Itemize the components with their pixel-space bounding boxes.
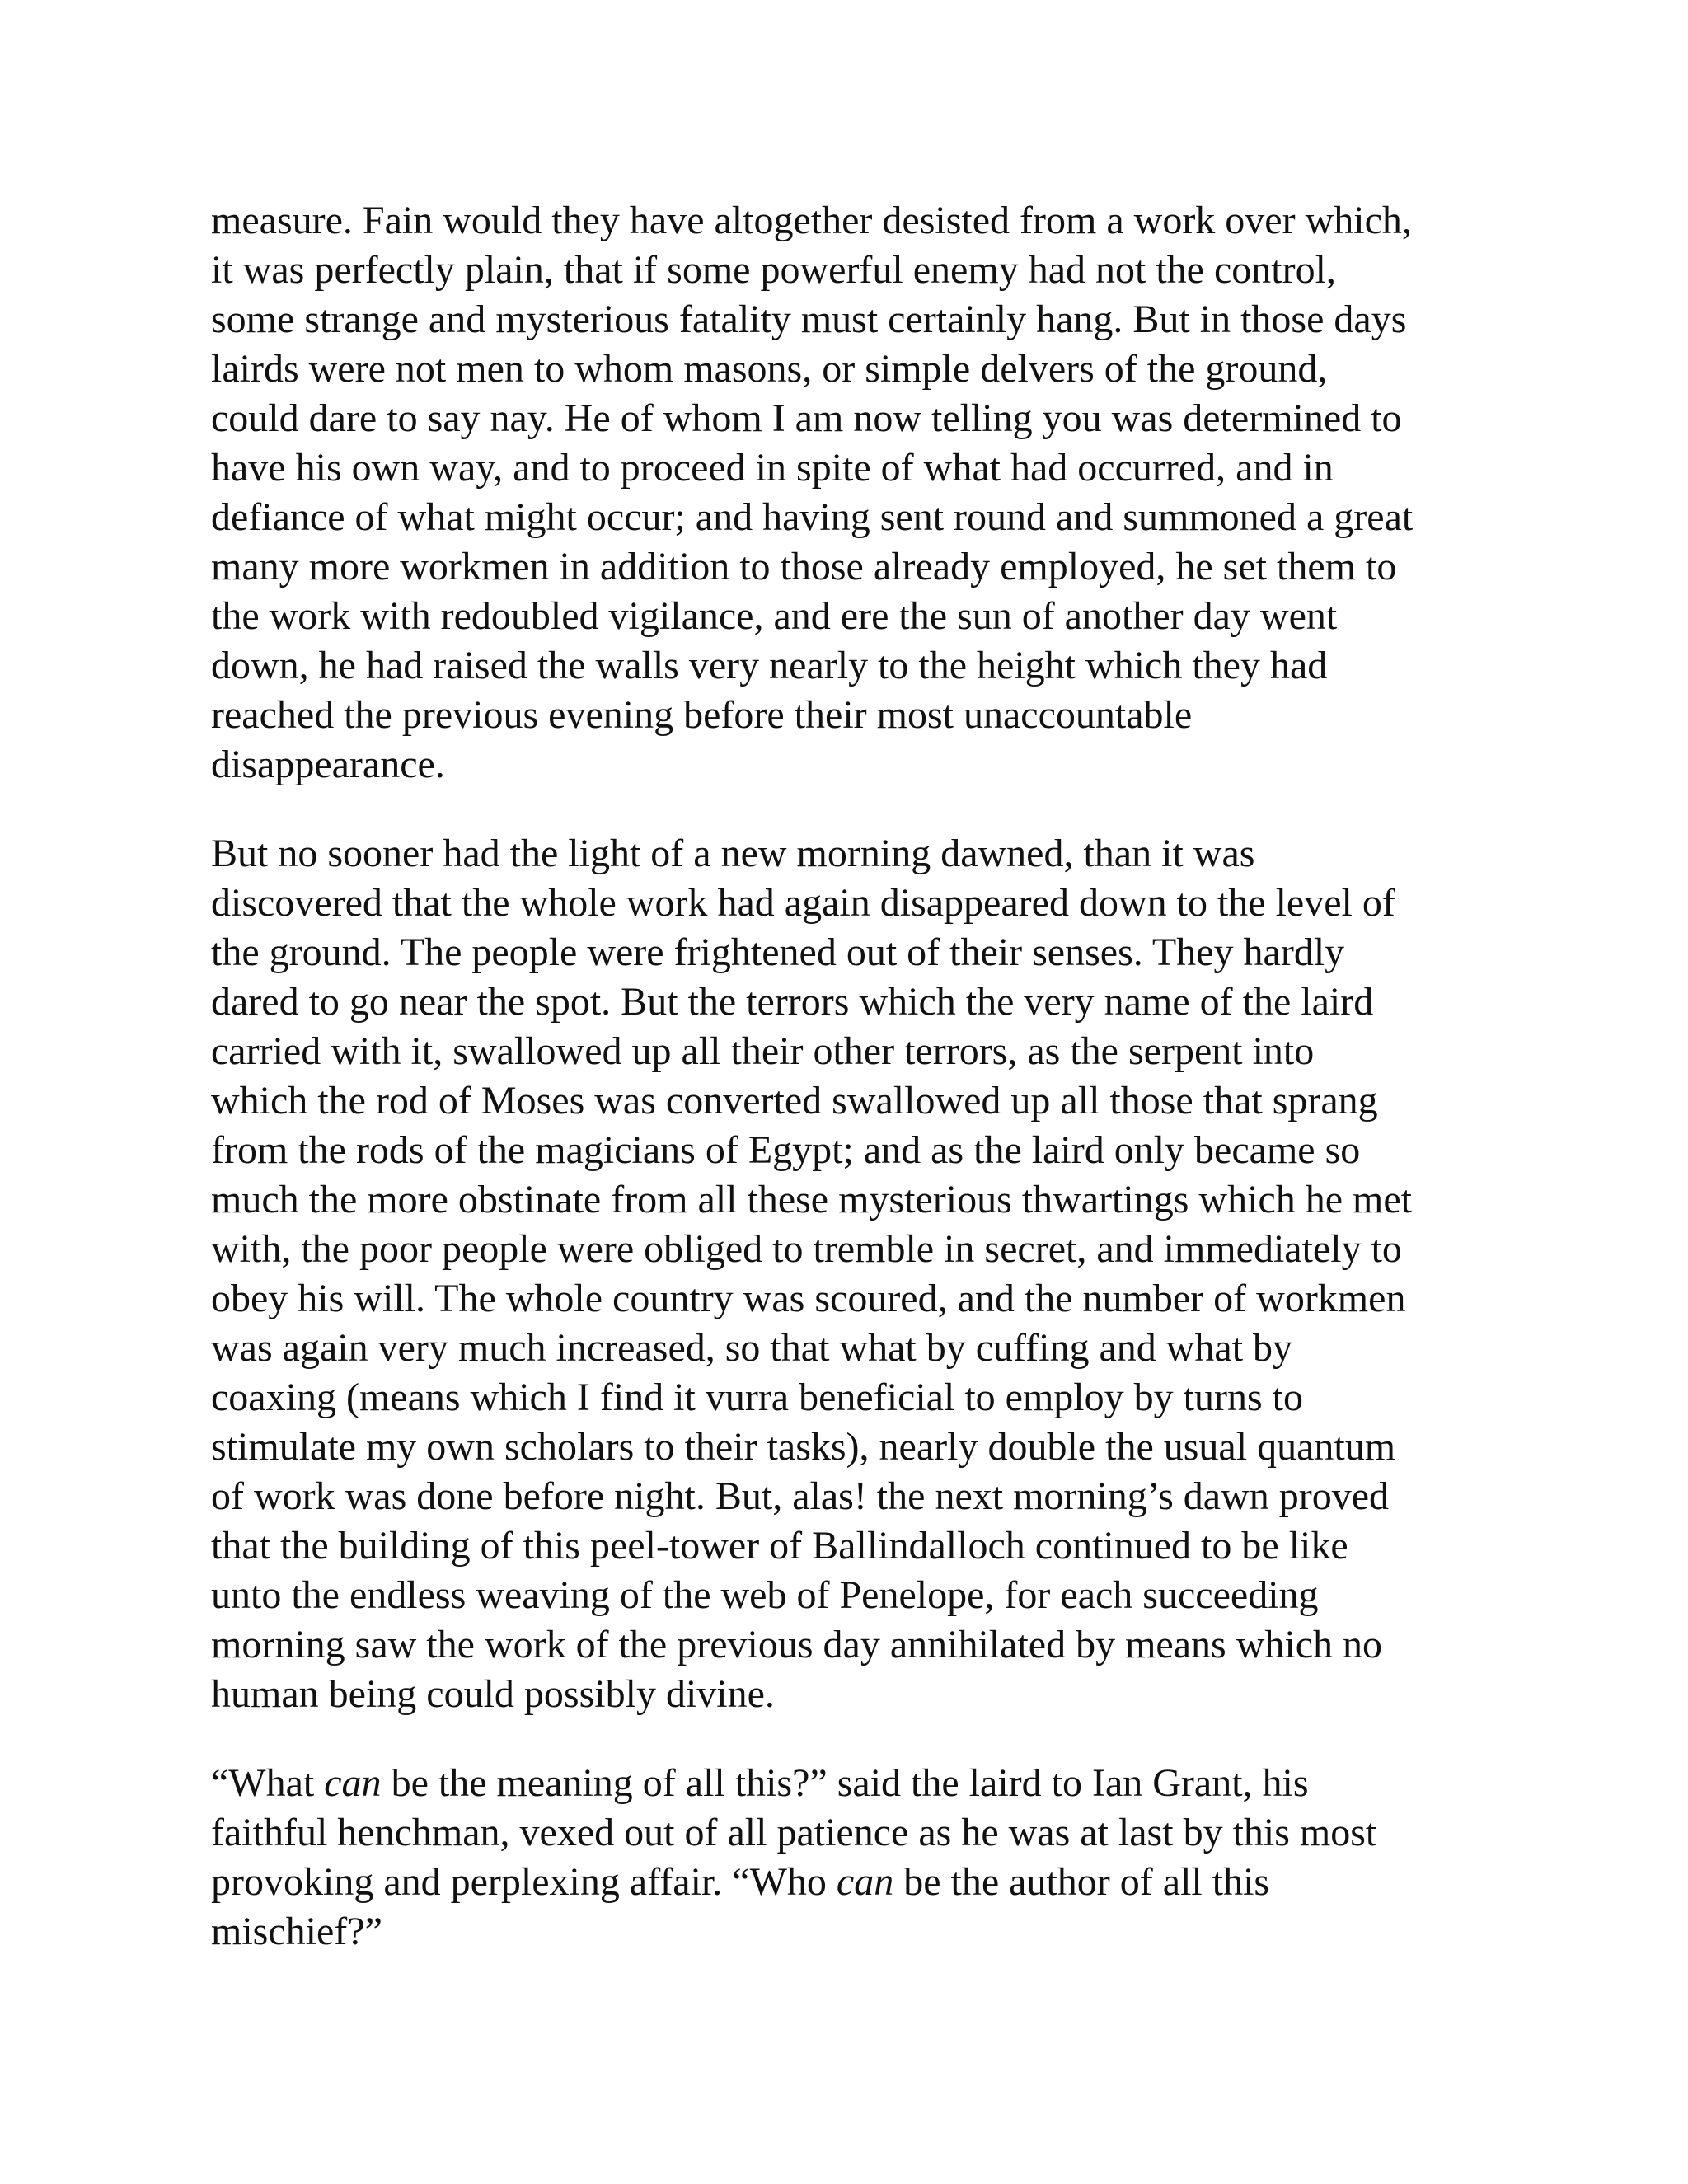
text-line: mischief?” — [211, 1910, 382, 1953]
text-run: be the meaning of all this?” said the laird to Ian Grant, his — [381, 1761, 1309, 1805]
text-line: disappearance. — [211, 743, 445, 786]
text-line: human being could possibly divine. — [211, 1672, 775, 1716]
text-line: defiance of what might occur; and having sent round and summoned a great — [211, 495, 1414, 539]
text-line: the work with redoubled vigilance, and ere the sun of another day went — [211, 594, 1338, 638]
paragraph-3 — [211, 1759, 1497, 1957]
text-line: dared to go near the spot. But the terrors which the very name of the laird — [211, 980, 1374, 1024]
text-line: it was perfectly plain, that if some powerful enemy had not the control, — [211, 248, 1336, 292]
text-line: was again very much increased, so that what by cuffing and what by — [211, 1326, 1293, 1370]
text-line: faithful henchman, vexed out of all patience as he was at last by this most — [211, 1811, 1377, 1854]
text-line: reached the previous evening before their most unaccountable — [211, 693, 1193, 737]
text-line: many more workmen in addition to those already employed, he set them to — [211, 545, 1397, 588]
text-line: obey his will. The whole country was scoured, and the number of workmen — [211, 1277, 1406, 1320]
text-line: measure. Fain would they have altogether desisted from a work over which, — [211, 199, 1412, 242]
text-line: But no sooner had the light of a new morning dawned, than it was — [211, 832, 1255, 875]
text-line: have his own way, and to proceed in spite of what had occurred, and in — [211, 446, 1334, 490]
text-line — [211, 1858, 1497, 1907]
text-line: coaxing (means which I find it vurra beneficial to employ by turns to — [211, 1376, 1303, 1419]
text-line: with, the poor people were obliged to tremble in secret, and immediately to — [211, 1227, 1402, 1271]
text-line: which the rod of Moses was converted swallowed up all those that sprang — [211, 1079, 1378, 1122]
text-line — [211, 1759, 1497, 1808]
italic-emphasis: can — [324, 1761, 382, 1805]
text-run: “What — [211, 1761, 325, 1805]
text-line: much the more obstinate from all these mysterious thwartings which he met — [211, 1178, 1412, 1221]
text-line: unto the endless weaving of the web of Penelope, for each succeeding — [211, 1573, 1319, 1617]
text-line: the ground. The people were frightened out of their senses. They hardly — [211, 930, 1345, 974]
text-line: carried with it, swallowed up all their other terrors, as the serpent into — [211, 1029, 1315, 1073]
text-line: that the building of this peel-tower of Ballindalloch continued to be like — [211, 1524, 1348, 1568]
text-line: morning saw the work of the previous day annihilated by means which no — [211, 1623, 1383, 1666]
text-line: down, he had raised the walls very nearly to the height which they had — [211, 644, 1328, 687]
italic-emphasis: can — [836, 1860, 894, 1904]
text-run: provoking and perplexing affair. “Who — [211, 1860, 837, 1904]
text-line: of work was done before night. But, alas! the next morning’s dawn proved — [211, 1474, 1390, 1518]
page-text — [211, 196, 1497, 1957]
text-line: discovered that the whole work had again disappeared down to the level of — [211, 881, 1395, 925]
text-line: some strange and mysterious fatality must certainly hang. But in those days — [211, 298, 1407, 341]
paragraph-1 — [211, 196, 1497, 790]
text-run: be the author of all this — [893, 1860, 1270, 1904]
text-line: could dare to say nay. He of whom I am now telling you was determined to — [211, 396, 1402, 440]
paragraph-2 — [211, 829, 1497, 1719]
text-line: stimulate my own scholars to their tasks), nearly double the usual quantum — [211, 1425, 1396, 1469]
text-line: from the rods of the magicians of Egypt; and as the laird only became so — [211, 1128, 1361, 1172]
text-line: lairds were not men to whom masons, or simple delvers of the ground, — [211, 347, 1328, 391]
